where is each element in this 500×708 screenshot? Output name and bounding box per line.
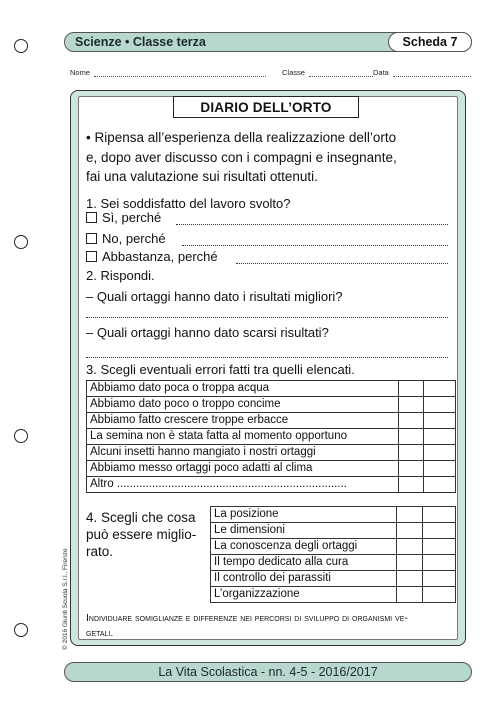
improvement-checkbox[interactable]	[397, 555, 423, 571]
table-row	[211, 587, 456, 603]
improvement-checkbox[interactable]	[397, 571, 423, 587]
error-checkbox[interactable]	[424, 461, 456, 477]
checkbox-partially[interactable]	[86, 251, 97, 262]
table-row	[211, 523, 456, 539]
table-row	[87, 397, 456, 413]
table-row	[87, 445, 456, 461]
improvement-checkbox[interactable]	[423, 507, 456, 523]
improvement-checkbox[interactable]	[423, 587, 456, 603]
intro-line-1: • Ripensa all’esperienza della realizzazione dell’orto	[86, 130, 397, 145]
improvement-checkbox[interactable]	[423, 523, 456, 539]
answer-line[interactable]	[86, 357, 448, 358]
error-checkbox[interactable]	[424, 397, 456, 413]
answer-line[interactable]	[182, 245, 448, 246]
binder-hole-icon	[14, 235, 28, 249]
table-row	[211, 571, 456, 587]
answer-line[interactable]	[86, 317, 448, 318]
binder-hole-icon	[14, 623, 28, 637]
answer-line[interactable]	[176, 224, 448, 225]
error-checkbox[interactable]	[424, 413, 456, 429]
q1-option-partially: Abbastanza, perché	[102, 249, 218, 264]
objective-line-2: getali.	[86, 627, 114, 639]
table-row	[87, 429, 456, 445]
improvement-label: La posizione	[211, 507, 397, 523]
q4-prompt-line-2: può essere miglio-	[86, 527, 197, 542]
date-field[interactable]	[373, 68, 471, 77]
page-title: DIARIO DELL’ORTO	[173, 96, 359, 118]
name-field[interactable]	[70, 68, 266, 77]
intro-line-2: e, dopo aver discusso con i compagni e insegnante,	[86, 150, 397, 165]
improvement-checkbox[interactable]	[397, 539, 423, 555]
table-row	[211, 555, 456, 571]
q3-prompt: 3. Scegli eventuali errori fatti tra quelli elencati.	[86, 362, 355, 377]
errors-table	[86, 380, 456, 493]
improvement-checkbox[interactable]	[397, 587, 423, 603]
answer-line[interactable]	[236, 263, 448, 264]
name-label: Nome	[70, 68, 91, 77]
error-checkbox[interactable]	[399, 445, 424, 461]
error-checkbox[interactable]	[399, 381, 424, 397]
subject-label: Scienze • Classe terza	[75, 35, 206, 49]
q4-prompt-line-1: 4. Scegli che cosa	[86, 510, 196, 525]
table-row	[211, 539, 456, 555]
copyright-notice: © 2016 Giunti Scuola S.r.l., Firenze	[62, 548, 69, 650]
q2-worst-question: – Quali ortaggi hanno dato scarsi risultati?	[86, 325, 329, 340]
improvement-label: Il controllo dei parassiti	[211, 571, 397, 587]
error-checkbox[interactable]	[399, 461, 424, 477]
improvement-checkbox[interactable]	[397, 523, 423, 539]
q2-best-question: – Quali ortaggi hanno dato i risultati migliori?	[86, 289, 343, 304]
q1-option-no: No, perché	[102, 231, 166, 246]
objective-line-1: Individuare somiglianze e differenze nei percorsi di sviluppo di organismi ve-	[86, 612, 408, 624]
error-label: Abbiamo fatto crescere troppe erbacce	[87, 413, 399, 429]
error-label: Abbiamo messo ortaggi poco adatti al clima	[87, 461, 399, 477]
date-label: Data	[373, 68, 389, 77]
error-label: La semina non è stata fatta al momento opportuno	[87, 429, 399, 445]
error-checkbox[interactable]	[399, 477, 424, 493]
binder-hole-icon	[14, 429, 28, 443]
q2-prompt: 2. Rispondi.	[86, 268, 155, 283]
q1-option-yes: Sì, perché	[102, 210, 162, 225]
intro-line-3: fai una valutazione sui risultati ottenuti.	[86, 169, 318, 184]
error-checkbox[interactable]	[399, 429, 424, 445]
improvement-label: Il tempo dedicato alla cura	[211, 555, 397, 571]
error-checkbox[interactable]	[424, 445, 456, 461]
table-row	[87, 461, 456, 477]
improvement-checkbox[interactable]	[423, 539, 456, 555]
improvement-label: La conoscenza degli ortaggi	[211, 539, 397, 555]
sheet-label: Scheda 7	[388, 32, 472, 52]
table-row	[87, 477, 456, 493]
improvements-table	[210, 506, 456, 603]
header-bar	[64, 32, 472, 52]
error-checkbox[interactable]	[399, 413, 424, 429]
improvement-label: Le dimensioni	[211, 523, 397, 539]
footer-bar: La Vita Scolastica - nn. 4-5 - 2016/2017	[64, 662, 472, 682]
table-row	[87, 413, 456, 429]
checkbox-yes[interactable]	[86, 212, 97, 223]
error-checkbox[interactable]	[424, 477, 456, 493]
error-label-other: Altro ........................................................................	[87, 477, 399, 493]
q4-prompt-line-3: rato.	[86, 544, 114, 559]
improvement-checkbox[interactable]	[397, 507, 423, 523]
improvement-checkbox[interactable]	[423, 571, 456, 587]
error-label: Abbiamo dato poca o troppa acqua	[87, 381, 399, 397]
checkbox-no[interactable]	[86, 233, 97, 244]
error-label: Abbiamo dato poco o troppo concime	[87, 397, 399, 413]
error-label: Alcuni insetti hanno mangiato i nostri ortaggi	[87, 445, 399, 461]
error-checkbox[interactable]	[424, 381, 456, 397]
error-checkbox[interactable]	[424, 429, 456, 445]
class-field[interactable]	[282, 68, 373, 77]
improvement-checkbox[interactable]	[423, 555, 456, 571]
error-checkbox[interactable]	[399, 397, 424, 413]
table-row	[211, 507, 456, 523]
class-label: Classe	[282, 68, 305, 77]
improvement-label: L’organizzazione	[211, 587, 397, 603]
q1-prompt: 1. Sei soddisfatto del lavoro svolto?	[86, 196, 291, 211]
table-row	[87, 381, 456, 397]
binder-hole-icon	[14, 39, 28, 53]
